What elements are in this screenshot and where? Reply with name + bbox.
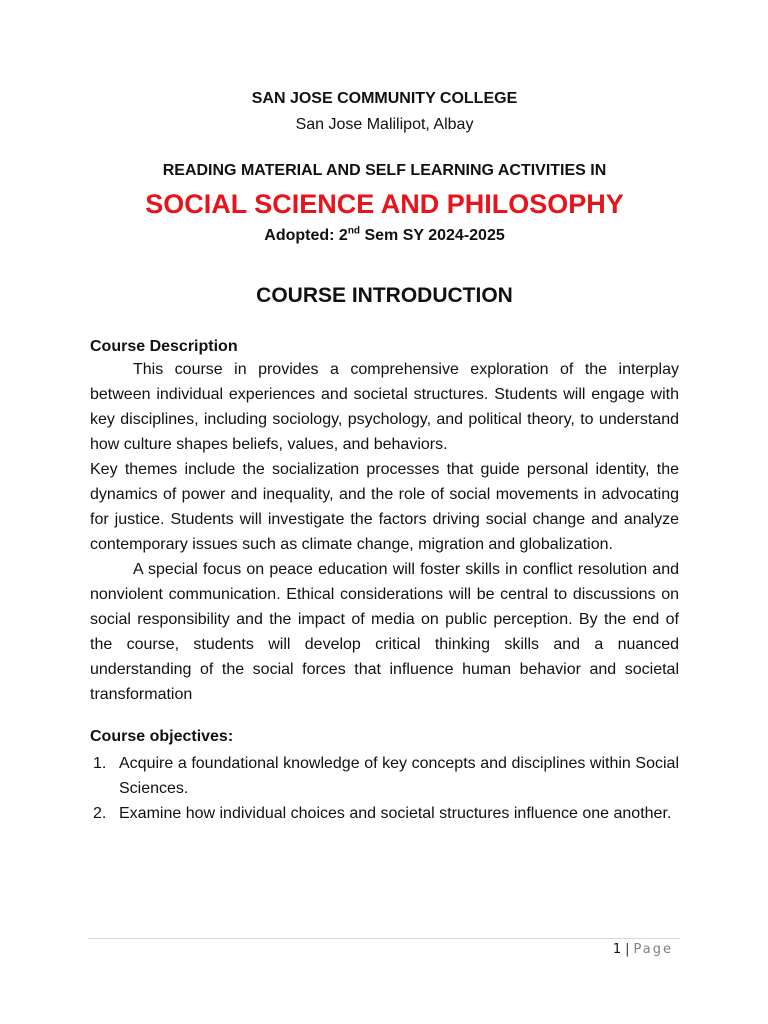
adopted-line — [90, 225, 679, 247]
adopted-suffix: Sem SY 2024-2025 — [360, 227, 505, 244]
list-item-text: Acquire a foundational knowledge of key concepts and disciplines within Social Sciences. — [119, 755, 679, 797]
page-number: 1 — [612, 942, 622, 957]
course-description-heading: Course Description — [90, 338, 238, 355]
footer-separator: | — [625, 942, 630, 957]
list-item-number: 1. — [93, 755, 107, 772]
description-paragraph-3: A special focus on peace education will foster skills in conflict resolution and nonviolent communication. Ethical considerations will be central to discussions on social responsibility and the impact of media on public perception. By the end of the course, students will develop critical thinking skills and a nuanced understanding of the social forces that influence human behavior and societal transformation — [90, 561, 679, 703]
document-page — [90, 0, 679, 826]
description-paragraph-2: Key themes include the socialization processes that guide personal identity, the dynamics of power and inequality, and the role of social movements in advocating for justice. Students will investigate the factors driving social change and analyze contemporary issues such as climate change, migration and globalization. — [90, 461, 679, 553]
college-location: San Jose Malilipot, Albay — [295, 116, 474, 133]
list-item-number: 2. — [93, 805, 107, 822]
page-label: Page — [633, 942, 673, 957]
objectives-list — [90, 751, 679, 826]
footer-divider — [88, 938, 680, 939]
course-objectives-heading: Course objectives: — [90, 728, 234, 745]
college-name: SAN JOSE COMMUNITY COLLEGE — [251, 90, 518, 107]
adopted-prefix: Adopted: 2 — [264, 227, 348, 244]
course-introduction-heading: COURSE INTRODUCTION — [256, 284, 513, 307]
reading-material-title: READING MATERIAL AND SELF LEARNING ACTIVITIES IN — [162, 162, 607, 179]
list-item — [90, 801, 679, 826]
list-item — [90, 751, 679, 801]
page-footer — [613, 941, 673, 959]
adopted-superscript: nd — [347, 225, 361, 237]
description-paragraph-1: This course in provides a comprehensive exploration of the interplay between individual experiences and societal structures. Students will engage with key disciplines, including sociology, psychology, and political theory, to understand how culture shapes beliefs, values, and behaviors. — [90, 361, 679, 453]
subject-title: SOCIAL SCIENCE AND PHILOSOPHY — [145, 189, 624, 219]
list-item-text: Examine how individual choices and societal structures influence one another. — [119, 805, 672, 822]
